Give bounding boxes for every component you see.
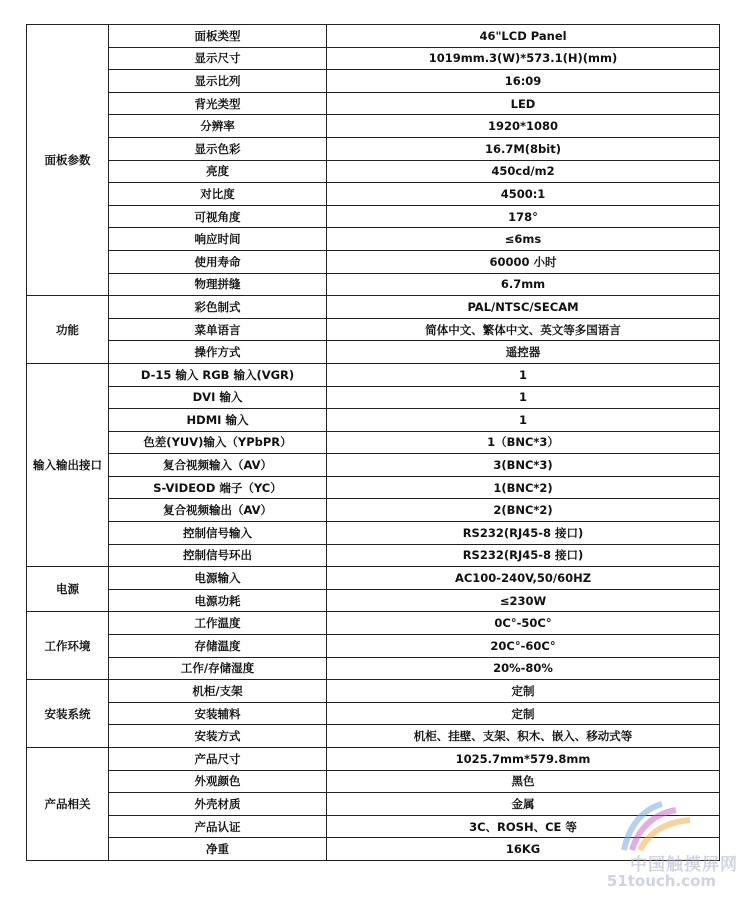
table-row [27, 770, 720, 793]
spec-value: 6.7mm [327, 273, 720, 296]
spec-label: 使用寿命 [109, 250, 327, 273]
spec-value: 1（BNC*3） [327, 431, 720, 454]
spec-value: AC100-240V,50/60HZ [327, 567, 720, 590]
spec-label: 操作方式 [109, 341, 327, 364]
table-row [27, 92, 720, 115]
spec-label: 净重 [109, 838, 327, 861]
spec-value: RS232(RJ45-8 接口) [327, 522, 720, 545]
spec-label: 存储温度 [109, 635, 327, 658]
table-row [27, 499, 720, 522]
table-row [27, 250, 720, 273]
spec-label: 显示色彩 [109, 137, 327, 160]
spec-label: 面板类型 [109, 25, 327, 48]
watermark-swoosh-icon [618, 800, 698, 852]
table-row [27, 115, 720, 138]
spec-value: 20C°-60C° [327, 635, 720, 658]
spec-value: 遥控器 [327, 341, 720, 364]
table-row [27, 386, 720, 409]
table-row [27, 748, 720, 771]
table-row [27, 522, 720, 545]
spec-label: 显示尺寸 [109, 47, 327, 70]
spec-label: 控制信号环出 [109, 544, 327, 567]
table-row [27, 680, 720, 703]
table-row [27, 318, 720, 341]
spec-value: 60000 小时 [327, 250, 720, 273]
table-row [27, 205, 720, 228]
spec-value: 1025.7mm*579.8mm [327, 748, 720, 771]
watermark-site-name: 中国触摸屏网 [630, 855, 738, 875]
spec-label: 显示比列 [109, 70, 327, 93]
spec-value: 0C°-50C° [327, 612, 720, 635]
spec-label: 对比度 [109, 183, 327, 206]
table-row [27, 589, 720, 612]
spec-value: 1920*1080 [327, 115, 720, 138]
spec-value: 1 [327, 409, 720, 432]
table-row [27, 183, 720, 206]
group-label: 工作环境 [27, 612, 109, 680]
spec-value: 178° [327, 205, 720, 228]
table-row [27, 431, 720, 454]
group-label: 输入输出接口 [27, 363, 109, 566]
spec-label: 电源输入 [109, 567, 327, 590]
spec-value: 16:09 [327, 70, 720, 93]
table-row [27, 160, 720, 183]
spec-label: 控制信号输入 [109, 522, 327, 545]
spec-value: ≤6ms [327, 228, 720, 251]
spec-value: 3C、ROSH、CE 等 [327, 815, 720, 838]
table-row [27, 70, 720, 93]
spec-label: 菜单语言 [109, 318, 327, 341]
spec-value: 机柜、挂壁、支架、积木、嵌入、移动式等 [327, 725, 720, 748]
spec-label: 分辨率 [109, 115, 327, 138]
spec-label: 背光类型 [109, 92, 327, 115]
table-row [27, 612, 720, 635]
group-label: 电源 [27, 567, 109, 612]
table-row [27, 454, 720, 477]
table-row [27, 544, 720, 567]
table-row [27, 476, 720, 499]
spec-value: ≤230W [327, 589, 720, 612]
spec-value: 金属 [327, 793, 720, 816]
spec-label: 工作/存储湿度 [109, 657, 327, 680]
spec-table [26, 24, 720, 861]
group-label: 安装系统 [27, 680, 109, 748]
spec-value: 1019mm.3(W)*573.1(H)(mm) [327, 47, 720, 70]
spec-value: 16KG [327, 838, 720, 861]
spec-label: 工作温度 [109, 612, 327, 635]
spec-label: 复合视频输入（AV） [109, 454, 327, 477]
table-row [27, 25, 720, 48]
spec-value: LED [327, 92, 720, 115]
spec-label: 外壳材质 [109, 793, 327, 816]
table-row [27, 657, 720, 680]
spec-label: 外观颜色 [109, 770, 327, 793]
spec-label: HDMI 输入 [109, 409, 327, 432]
spec-value: PAL/NTSC/SECAM [327, 296, 720, 319]
spec-value: 3(BNC*3) [327, 454, 720, 477]
group-label: 功能 [27, 296, 109, 364]
spec-label: 复合视频输出（AV） [109, 499, 327, 522]
spec-value: 1 [327, 363, 720, 386]
spec-value: 46"LCD Panel [327, 25, 720, 48]
watermark-logo [588, 800, 738, 892]
spec-value: 1 [327, 386, 720, 409]
table-row [27, 363, 720, 386]
table-row [27, 725, 720, 748]
table-row [27, 409, 720, 432]
spec-label: 响应时间 [109, 228, 327, 251]
group-label: 产品相关 [27, 748, 109, 861]
spec-label: 机柜/支架 [109, 680, 327, 703]
spec-value: 黑色 [327, 770, 720, 793]
spec-label: 亮度 [109, 160, 327, 183]
spec-label: 物理拼缝 [109, 273, 327, 296]
spec-label: 产品认证 [109, 815, 327, 838]
group-label: 面板参数 [27, 25, 109, 296]
spec-value: 16.7M(8bit) [327, 137, 720, 160]
table-row [27, 635, 720, 658]
table-row [27, 228, 720, 251]
spec-label: DVI 输入 [109, 386, 327, 409]
spec-label: 彩色制式 [109, 296, 327, 319]
spec-value: 20%-80% [327, 657, 720, 680]
spec-label: D-15 输入 RGB 输入(VGR) [109, 363, 327, 386]
table-row [27, 567, 720, 590]
spec-label: 安装辅料 [109, 702, 327, 725]
spec-label: 电源功耗 [109, 589, 327, 612]
spec-value: RS232(RJ45-8 接口) [327, 544, 720, 567]
watermark-domain: 51touch.com [606, 872, 716, 890]
spec-value: 定制 [327, 680, 720, 703]
table-row [27, 341, 720, 364]
spec-value: 定制 [327, 702, 720, 725]
spec-label: 色差(YUV)输入（YPbPR） [109, 431, 327, 454]
spec-value: 简体中文、繁体中文、英文等多国语言 [327, 318, 720, 341]
table-row [27, 273, 720, 296]
spec-label: S-VIDEOD 端子（YC） [109, 476, 327, 499]
spec-label: 可视角度 [109, 205, 327, 228]
spec-value: 4500:1 [327, 183, 720, 206]
table-row [27, 137, 720, 160]
spec-value: 450cd/m2 [327, 160, 720, 183]
table-row [27, 296, 720, 319]
spec-value: 1(BNC*2) [327, 476, 720, 499]
table-row [27, 702, 720, 725]
table-row [27, 47, 720, 70]
spec-label: 产品尺寸 [109, 748, 327, 771]
spec-value: 2(BNC*2) [327, 499, 720, 522]
spec-label: 安装方式 [109, 725, 327, 748]
